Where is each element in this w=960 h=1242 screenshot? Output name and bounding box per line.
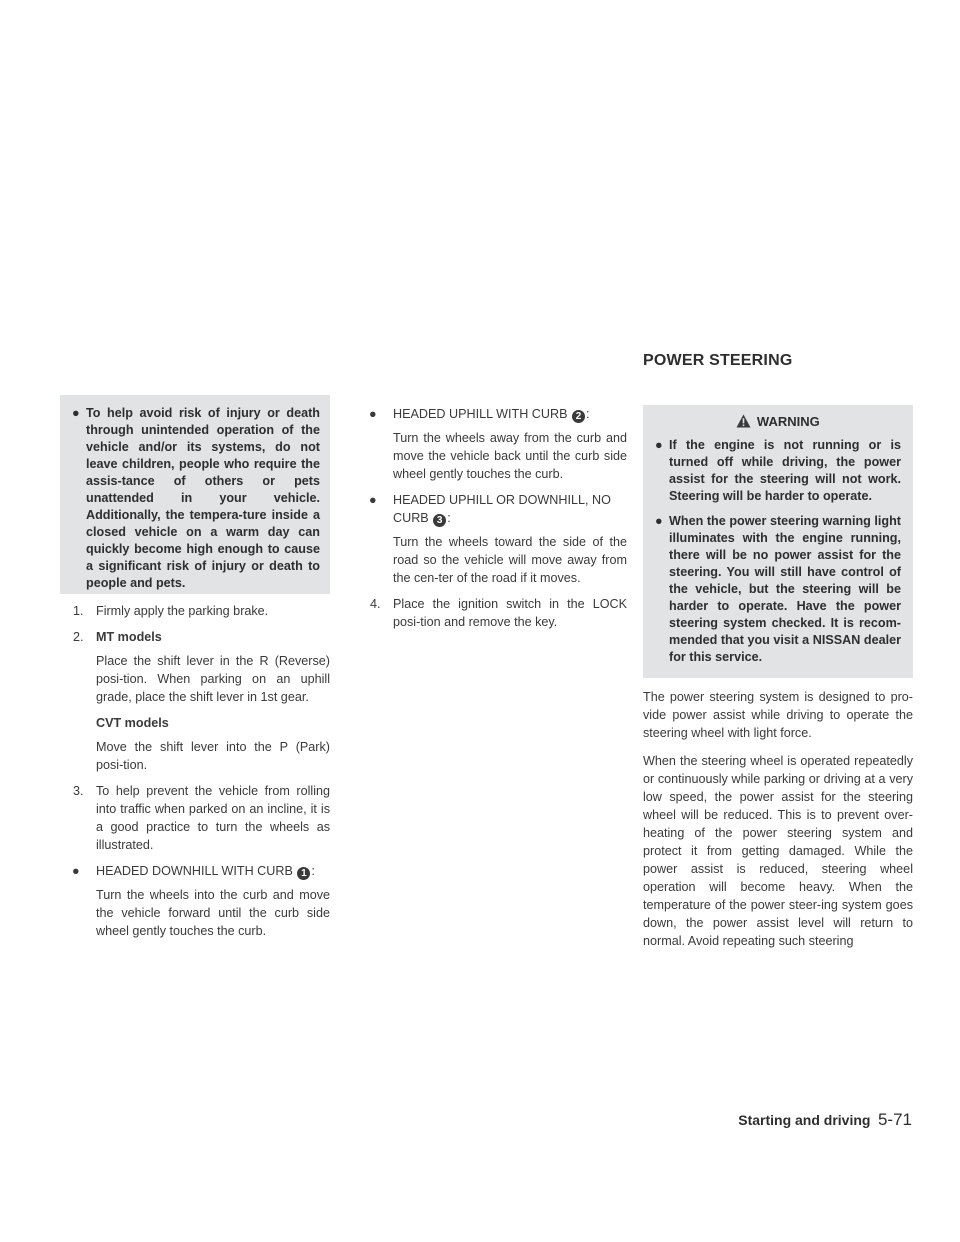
downhill-with-curb-item: ● HEADED DOWNHILL WITH CURB 1 : — [72, 864, 315, 879]
power-steering-warning-box — [643, 405, 913, 678]
child-pet-warning-box — [60, 395, 330, 594]
bullet-icon: ● — [369, 493, 377, 507]
warning-bullet: ● If the engine is not running or is turned off while driving, the power assist for the steering will not work. Steering will be harder to operate. — [655, 438, 901, 503]
warning-header: WARNING — [643, 409, 913, 435]
cvt-models-heading: CVT models — [96, 716, 169, 730]
bullet-icon: ● — [369, 407, 377, 421]
cvt-models-text: Move the shift lever into the P (Park) posi-tion. — [96, 740, 330, 772]
uphill-with-curb-item: ● HEADED UPHILL WITH CURB 2 : — [369, 407, 590, 422]
bullet-icon: ● — [72, 864, 80, 878]
warning-triangle-icon — [736, 414, 751, 433]
no-curb-item: ● HEADED UPHILL OR DOWNHILL, NO CURB 3 : — [369, 493, 611, 526]
bullet-icon: ● — [655, 438, 663, 452]
section-title: POWER STEERING — [643, 352, 793, 369]
page-number: 5-71 — [877, 1110, 912, 1129]
mt-models-heading: MT models — [96, 630, 162, 644]
left-column — [60, 395, 330, 940]
footer-section-label: Starting and driving — [738, 1112, 871, 1128]
right-column — [643, 405, 913, 950]
uphill-with-curb-text: Turn the wheels away from the curb and move the vehicle back until the curb side wheel gently touches the curb. — [393, 431, 627, 481]
warning-bullet: ● To help avoid risk of injury or death through unintended operation of the vehicle and/or its systems, do not leave children, people who require the assis-tance of others or pets unattended in your vehicle. Additionally, the tempera-ture inside a closed vehicle on a warm day can quickly become high enough to cause a significant risk of injury or death to people and pets. — [72, 406, 320, 590]
callout-2-icon: 2 — [572, 410, 585, 423]
bullet-icon: ● — [655, 514, 663, 528]
body-paragraph: When the steering wheel is operated repeatedly or continuously while parking or driving at a very low speed, the power assist for the steering wheel will be reduced. This is to prevent over-heating of the power steering system and protect it from getting damaged. While the power assist is reduced, steering wheel operation will become heavy. When the temperature of the power steer-ing system goes down, the power assist level will return to normal. Avoid repeating such steering — [643, 754, 913, 948]
step-4: 4. Place the ignition switch in the LOCK posi-tion and remove the key. — [370, 597, 627, 629]
mt-models-text: Place the shift lever in the R (Reverse) posi-tion. When parking on an uphill grade, place the shift lever in 1st gear. — [96, 654, 330, 704]
callout-1-icon: 1 — [297, 867, 310, 880]
bullet-icon: ● — [72, 406, 80, 420]
page-footer — [738, 1111, 912, 1130]
step-2: 2. MT models — [73, 630, 162, 644]
no-curb-text: Turn the wheels toward the side of the road so the vehicle will move away from the cen-ter of the road if it moves. — [393, 535, 627, 585]
step-3: 3. To help prevent the vehicle from rolling into traffic when parked on an incline, it is a good practice to turn the wheels as illustrated. — [73, 784, 330, 852]
step-1: 1. Firmly apply the parking brake. — [73, 604, 269, 618]
warning-bullet: ● When the power steering warning light illuminates with the engine running, there will be no power assist for the steering. You will still have control of the vehicle, but the steering will be harder to operate. Have the power steering system checked. It is recom-mended that you visit a NISSAN dealer for this service. — [655, 514, 901, 664]
downhill-with-curb-text: Turn the wheels into the curb and move the vehicle forward until the curb side wheel gently touches the curb. — [96, 888, 330, 938]
body-paragraph: The power steering system is designed to pro-vide power assist while driving to operate the steering wheel with light force. — [643, 690, 913, 740]
callout-3-icon: 3 — [433, 514, 446, 527]
middle-column — [357, 405, 627, 631]
